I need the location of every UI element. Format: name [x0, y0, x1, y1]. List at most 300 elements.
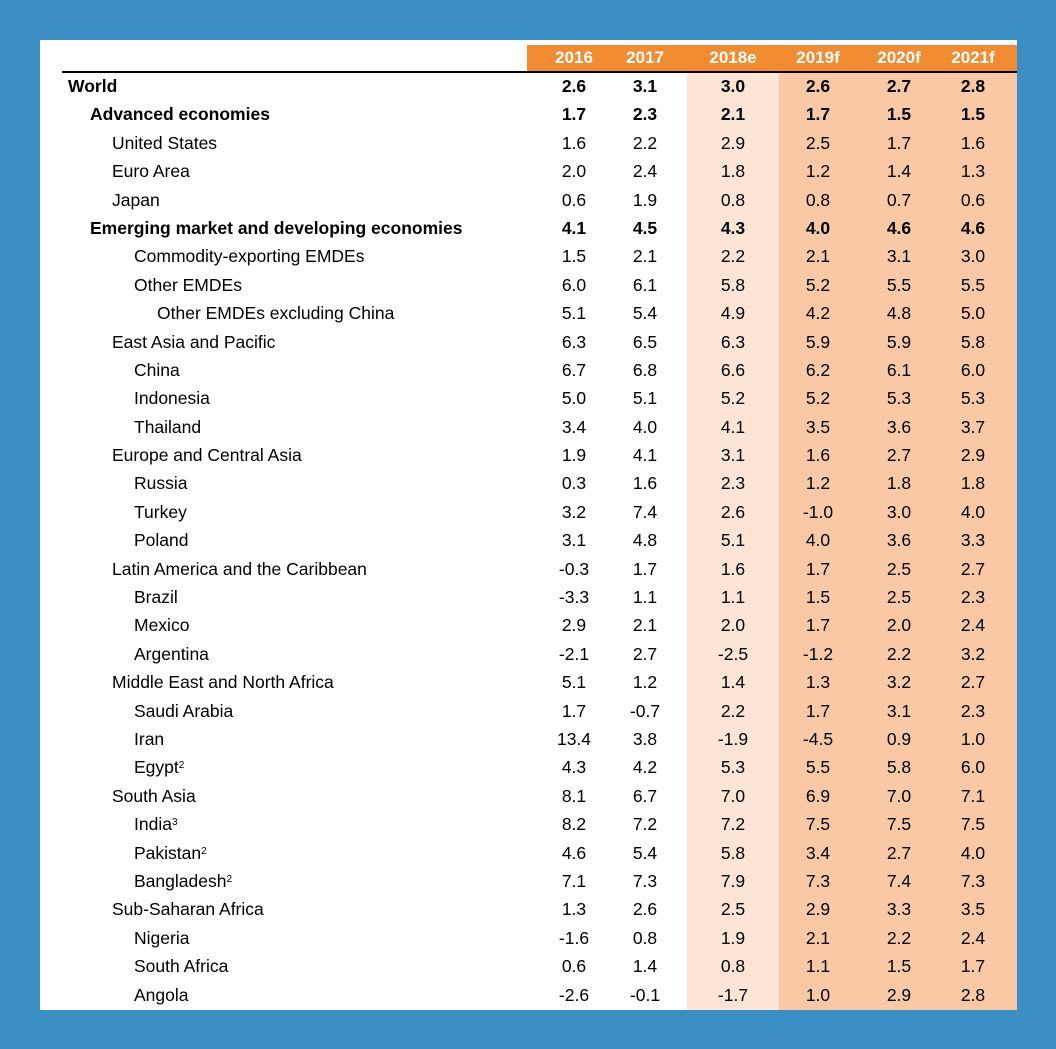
cell-value: 8.2 — [561, 814, 587, 835]
cell-value: 5.3 — [886, 388, 912, 409]
row-label-text: Euro Area — [112, 161, 190, 182]
table-header — [527, 45, 1017, 71]
cell-value: 5.4 — [632, 842, 658, 863]
row-label — [112, 782, 196, 810]
footnote-marker: 2 — [178, 760, 185, 772]
cell-value: 1.4 — [720, 672, 746, 693]
cell-value: 1.3 — [960, 161, 986, 182]
cell-value: 6.0 — [960, 757, 986, 778]
cell-value: 6.6 — [720, 359, 746, 380]
cell-value: -0.1 — [629, 984, 661, 1005]
table-row — [40, 725, 1017, 753]
cell-value: -3.3 — [558, 587, 590, 608]
column-header: 2019f — [796, 48, 840, 67]
table-row — [40, 583, 1017, 611]
cell-value: 3.6 — [886, 416, 912, 437]
cell-value: 4.0 — [805, 530, 831, 551]
cell-value: 2.2 — [720, 700, 746, 721]
cell-value: 2.6 — [632, 899, 658, 920]
cell-value: 1.8 — [720, 161, 746, 182]
row-label-text: Mexico — [134, 615, 190, 636]
cell-value: 5.2 — [805, 388, 831, 409]
cell-value: 3.1 — [632, 76, 658, 96]
cell-value: -2.6 — [558, 984, 590, 1005]
cell-value: 0.8 — [632, 927, 658, 948]
table-row — [40, 100, 1017, 128]
cell-value: 3.0 — [886, 501, 912, 522]
table-row — [40, 271, 1017, 299]
cell-value: 4.1 — [561, 217, 587, 238]
cell-value: 1.5 — [886, 104, 912, 125]
cell-value: 0.3 — [561, 473, 587, 494]
cell-value: 4.3 — [720, 217, 746, 238]
cell-value: 2.1 — [805, 246, 831, 267]
cell-value: 2.7 — [960, 558, 986, 579]
column-header: 2018e — [709, 48, 757, 67]
cell-value: -2.5 — [717, 643, 749, 664]
column-header: 2016 — [555, 48, 593, 67]
cell-value: 2.1 — [632, 246, 658, 267]
cell-value: 2.9 — [805, 899, 831, 920]
cell-value: 2.0 — [886, 615, 912, 636]
cell-value: 3.0 — [720, 76, 746, 96]
table-row — [40, 299, 1017, 327]
row-label — [134, 611, 189, 639]
row-label — [112, 895, 264, 923]
cell-value: 7.3 — [632, 870, 658, 891]
table-row — [40, 129, 1017, 157]
cell-value: 1.7 — [632, 558, 658, 579]
row-label-text: World — [68, 76, 118, 96]
cell-value: 2.3 — [720, 473, 746, 494]
cell-value: 3.3 — [960, 530, 986, 551]
cell-value: 6.3 — [720, 331, 746, 352]
row-label-text: Other EMDEs — [134, 274, 242, 295]
cell-value: 2.4 — [960, 927, 986, 948]
row-label-text: Middle East and North Africa — [112, 672, 334, 693]
cell-value: 2.7 — [886, 76, 912, 96]
cell-value: 3.5 — [805, 416, 831, 437]
table-row — [40, 611, 1017, 639]
cell-value: 5.8 — [960, 331, 986, 352]
cell-value: 4.1 — [720, 416, 746, 437]
cell-value: 5.1 — [720, 530, 746, 551]
table-row — [40, 952, 1017, 980]
cell-value: 7.4 — [632, 501, 658, 522]
table-row — [40, 214, 1017, 242]
table-row — [40, 186, 1017, 214]
cell-value: 5.5 — [886, 274, 912, 295]
table-row — [40, 498, 1017, 526]
row-label — [157, 299, 394, 327]
row-label — [112, 441, 302, 469]
cell-value: 2.2 — [632, 132, 658, 153]
cell-value: 1.6 — [720, 558, 746, 579]
column-header: 2020f — [877, 48, 921, 67]
cell-value: 1.3 — [805, 672, 831, 693]
row-label — [112, 129, 217, 157]
cell-value: 7.9 — [720, 870, 746, 891]
row-label-text: Sub-Saharan Africa — [112, 899, 264, 920]
cell-value: 2.1 — [805, 927, 831, 948]
cell-value: 3.1 — [886, 246, 912, 267]
cell-value: 5.1 — [561, 672, 587, 693]
cell-value: 5.8 — [720, 842, 746, 863]
footnote-marker: 2 — [226, 873, 233, 885]
table-row — [40, 242, 1017, 270]
row-label-text: Other EMDEs excluding China — [157, 303, 395, 324]
table-body — [40, 72, 1017, 1009]
row-label — [90, 214, 462, 242]
footnote-marker: 3 — [171, 817, 178, 829]
cell-value: 1.3 — [561, 899, 587, 920]
cell-value: 3.5 — [960, 899, 986, 920]
row-label — [134, 725, 164, 753]
table-row — [40, 555, 1017, 583]
cell-value: 1.1 — [805, 956, 831, 977]
cell-value: 2.6 — [561, 76, 587, 96]
cell-value: 1.1 — [632, 587, 658, 608]
cell-value: 13.4 — [556, 728, 592, 749]
cell-value: 2.7 — [632, 643, 658, 664]
cell-value: 3.6 — [886, 530, 912, 551]
cell-value: 1.8 — [886, 473, 912, 494]
cell-value: 6.1 — [886, 359, 912, 380]
cell-value: 5.0 — [960, 303, 986, 324]
row-label — [134, 839, 207, 867]
cell-value: 0.6 — [960, 189, 986, 210]
cell-value: 1.7 — [805, 104, 831, 125]
cell-value: 4.5 — [632, 217, 658, 238]
cell-value: 4.1 — [632, 445, 658, 466]
cell-value: 8.1 — [561, 785, 587, 806]
cell-value: -1.0 — [802, 501, 834, 522]
cell-value: 1.9 — [632, 189, 658, 210]
cell-value: 4.6 — [886, 217, 912, 238]
cell-value: 3.4 — [561, 416, 587, 437]
row-label — [112, 186, 160, 214]
table-row — [40, 157, 1017, 185]
cell-value: 1.4 — [632, 956, 658, 977]
cell-value: 2.9 — [720, 132, 746, 153]
row-label-text: United States — [112, 132, 218, 153]
cell-value: 3.4 — [805, 842, 831, 863]
row-label-text: Russia — [134, 473, 188, 494]
cell-value: 1.1 — [720, 587, 746, 608]
cell-value: 5.8 — [720, 274, 746, 295]
cell-value: 4.0 — [805, 217, 831, 238]
cell-value: 7.5 — [960, 814, 986, 835]
cell-value: 0.8 — [720, 956, 746, 977]
cell-value: 3.1 — [886, 700, 912, 721]
cell-value: 1.2 — [632, 672, 658, 693]
row-label — [134, 583, 178, 611]
cell-value: 1.7 — [561, 700, 587, 721]
cell-value: 7.5 — [805, 814, 831, 835]
row-label-text: Emerging market and developing economies — [90, 217, 463, 238]
row-label — [134, 753, 184, 781]
cell-value: 6.9 — [805, 785, 831, 806]
column-header: 2021f — [951, 48, 995, 67]
cell-value: 4.6 — [960, 217, 986, 238]
cell-value: 5.9 — [805, 331, 831, 352]
cell-value: 0.6 — [561, 956, 587, 977]
table-row — [40, 782, 1017, 810]
cell-value: 6.1 — [632, 274, 658, 295]
table-row — [40, 328, 1017, 356]
row-label-text: Europe and Central Asia — [112, 445, 302, 466]
cell-value: 1.6 — [632, 473, 658, 494]
cell-value: 6.2 — [805, 359, 831, 380]
cell-value: 3.2 — [886, 672, 912, 693]
cell-value: 2.0 — [561, 161, 587, 182]
table-row — [40, 384, 1017, 412]
row-label-text: Brazil — [134, 587, 178, 608]
row-label — [112, 328, 275, 356]
cell-value: 2.9 — [886, 984, 912, 1005]
cell-value: 4.3 — [561, 757, 587, 778]
cell-value: 4.8 — [632, 530, 658, 551]
cell-value: 7.1 — [561, 870, 587, 891]
cell-value: 2.2 — [886, 643, 912, 664]
cell-value: 2.4 — [960, 615, 986, 636]
table-row — [40, 697, 1017, 725]
cell-value: 5.4 — [632, 303, 658, 324]
cell-value: 3.0 — [960, 246, 986, 267]
row-label-text: Japan — [112, 189, 160, 210]
row-label-text: Indonesia — [134, 388, 210, 409]
cell-value: 5.1 — [561, 303, 587, 324]
cell-value: 2.3 — [632, 104, 658, 125]
cell-value: 2.0 — [720, 615, 746, 636]
cell-value: 2.7 — [960, 672, 986, 693]
cell-value: 6.0 — [561, 274, 587, 295]
cell-value: 1.8 — [960, 473, 986, 494]
row-label-text: South Africa — [134, 956, 229, 977]
cell-value: 2.2 — [886, 927, 912, 948]
cell-value: 0.9 — [886, 728, 912, 749]
cell-value: 0.6 — [561, 189, 587, 210]
cell-value: 2.5 — [886, 587, 912, 608]
cell-value: 2.8 — [960, 76, 986, 96]
cell-value: 7.3 — [960, 870, 986, 891]
cell-value: 2.3 — [960, 700, 986, 721]
row-label — [134, 242, 364, 270]
cell-value: -1.6 — [558, 927, 590, 948]
row-label-text: Egypt — [134, 757, 179, 778]
row-label-text: Commodity-exporting EMDEs — [134, 246, 365, 267]
cell-value: 2.7 — [886, 842, 912, 863]
cell-value: 1.2 — [805, 473, 831, 494]
row-label — [112, 668, 334, 696]
cell-value: 1.7 — [805, 615, 831, 636]
cell-value: 7.5 — [886, 814, 912, 835]
cell-value: 1.6 — [805, 445, 831, 466]
cell-value: 7.2 — [632, 814, 658, 835]
table-row — [40, 810, 1017, 838]
table-row — [40, 924, 1017, 952]
table-row — [40, 72, 1017, 100]
row-label — [134, 697, 233, 725]
row-label — [134, 810, 178, 838]
footnote-marker: 2 — [201, 845, 207, 857]
cell-value: 6.7 — [561, 359, 587, 380]
cell-value: 1.6 — [960, 132, 986, 153]
row-label-text: India — [134, 814, 172, 835]
row-label-text: Nigeria — [134, 927, 190, 948]
row-label-text: South Asia — [112, 785, 196, 806]
cell-value: 5.0 — [561, 388, 587, 409]
row-label — [134, 924, 189, 952]
cell-value: 0.8 — [720, 189, 746, 210]
cell-value: -2.1 — [558, 643, 590, 664]
cell-value: 1.2 — [805, 161, 831, 182]
row-label — [134, 640, 209, 668]
row-label-text: Turkey — [134, 501, 187, 522]
table-row — [40, 867, 1017, 895]
cell-value: 4.0 — [960, 501, 986, 522]
cell-value: 0.8 — [805, 189, 831, 210]
cell-value: 3.2 — [561, 501, 587, 522]
row-label-text: Thailand — [134, 416, 202, 437]
cell-value: 1.9 — [561, 445, 587, 466]
row-label — [134, 498, 187, 526]
cell-value: 2.5 — [886, 558, 912, 579]
cell-value: -1.9 — [717, 728, 749, 749]
row-label-text: Poland — [134, 530, 189, 551]
cell-value: 5.1 — [632, 388, 658, 409]
cell-value: 3.7 — [960, 416, 986, 437]
cell-value: 6.5 — [632, 331, 658, 352]
cell-value: -4.5 — [802, 728, 834, 749]
row-label-text: Pakistan — [134, 842, 202, 863]
cell-value: 5.2 — [720, 388, 746, 409]
row-label — [134, 413, 201, 441]
row-label — [134, 271, 242, 299]
row-label — [90, 100, 270, 128]
cell-value: 4.9 — [720, 303, 746, 324]
cell-value: 2.8 — [960, 984, 986, 1005]
cell-value: 4.2 — [805, 303, 831, 324]
cell-value: -0.3 — [558, 558, 590, 579]
cell-value: 2.7 — [886, 445, 912, 466]
cell-value: 6.7 — [632, 785, 658, 806]
row-label-text: East Asia and Pacific — [112, 331, 276, 352]
cell-value: 3.8 — [632, 728, 658, 749]
row-label-text: Saudi Arabia — [134, 700, 234, 721]
cell-value: 1.7 — [805, 700, 831, 721]
cell-value: 0.7 — [886, 189, 912, 210]
cell-value: 1.5 — [561, 246, 587, 267]
row-label-text: Argentina — [134, 643, 209, 664]
row-label-text: China — [134, 359, 180, 380]
cell-value: 6.0 — [960, 359, 986, 380]
cell-value: 1.7 — [561, 104, 587, 125]
cell-value: 4.0 — [632, 416, 658, 437]
cell-value: 7.4 — [886, 870, 912, 891]
row-label — [134, 526, 189, 554]
table-row — [40, 356, 1017, 384]
cell-value: 7.1 — [960, 785, 986, 806]
cell-value: -0.7 — [629, 700, 661, 721]
cell-value: 5.3 — [720, 757, 746, 778]
row-label — [68, 72, 117, 100]
cell-value: 1.4 — [886, 161, 912, 182]
cell-value: -1.2 — [802, 643, 834, 664]
row-label — [134, 952, 228, 980]
cell-value: 6.8 — [632, 359, 658, 380]
cell-value: 7.0 — [720, 785, 746, 806]
cell-value: 1.7 — [805, 558, 831, 579]
table-row — [40, 895, 1017, 923]
cell-value: 1.5 — [886, 956, 912, 977]
cell-value: 4.0 — [960, 842, 986, 863]
row-label-text: Bangladesh — [134, 870, 227, 891]
cell-value: 7.2 — [720, 814, 746, 835]
cell-value: 7.0 — [886, 785, 912, 806]
cell-value: 5.5 — [960, 274, 986, 295]
row-label — [112, 555, 367, 583]
cell-value: 4.8 — [886, 303, 912, 324]
table-row — [40, 839, 1017, 867]
table-row — [40, 526, 1017, 554]
cell-value: 2.5 — [720, 899, 746, 920]
cell-value: 3.2 — [960, 643, 986, 664]
cell-value: 1.7 — [886, 132, 912, 153]
cell-value: 5.2 — [805, 274, 831, 295]
table-row — [40, 640, 1017, 668]
cell-value: 1.5 — [960, 104, 986, 125]
cell-value: 5.5 — [805, 757, 831, 778]
cell-value: 1.5 — [805, 587, 831, 608]
table-row — [40, 668, 1017, 696]
cell-value: 1.0 — [805, 984, 831, 1005]
cell-value: 2.5 — [805, 132, 831, 153]
row-label — [134, 981, 189, 1009]
row-label-text: Advanced economies — [90, 104, 270, 125]
row-label — [112, 157, 190, 185]
cell-value: 2.4 — [632, 161, 658, 182]
cell-value: 2.9 — [960, 445, 986, 466]
cell-value: 1.6 — [561, 132, 587, 153]
cell-value: 2.9 — [561, 615, 587, 636]
row-label — [134, 867, 232, 895]
row-label — [134, 356, 180, 384]
row-label-text: Angola — [134, 984, 189, 1005]
cell-value: 7.3 — [805, 870, 831, 891]
table-row — [40, 469, 1017, 497]
cell-value: 5.8 — [886, 757, 912, 778]
cell-value: 2.2 — [720, 246, 746, 267]
cell-value: 2.1 — [632, 615, 658, 636]
cell-value: 2.6 — [805, 76, 831, 96]
cell-value: 3.3 — [886, 899, 912, 920]
cell-value: 4.6 — [561, 842, 587, 863]
table-row — [40, 413, 1017, 441]
cell-value: 1.7 — [960, 956, 986, 977]
cell-value: 5.3 — [960, 388, 986, 409]
cell-value: 6.3 — [561, 331, 587, 352]
row-label-text: Latin America and the Caribbean — [112, 558, 367, 579]
cell-value: 2.3 — [960, 587, 986, 608]
column-header: 2017 — [626, 48, 664, 67]
row-label — [134, 469, 188, 497]
cell-value: 4.2 — [632, 757, 658, 778]
table-row — [40, 441, 1017, 469]
cell-value: -1.7 — [717, 984, 749, 1005]
row-label-text: Iran — [134, 728, 165, 749]
cell-value: 1.9 — [720, 927, 746, 948]
